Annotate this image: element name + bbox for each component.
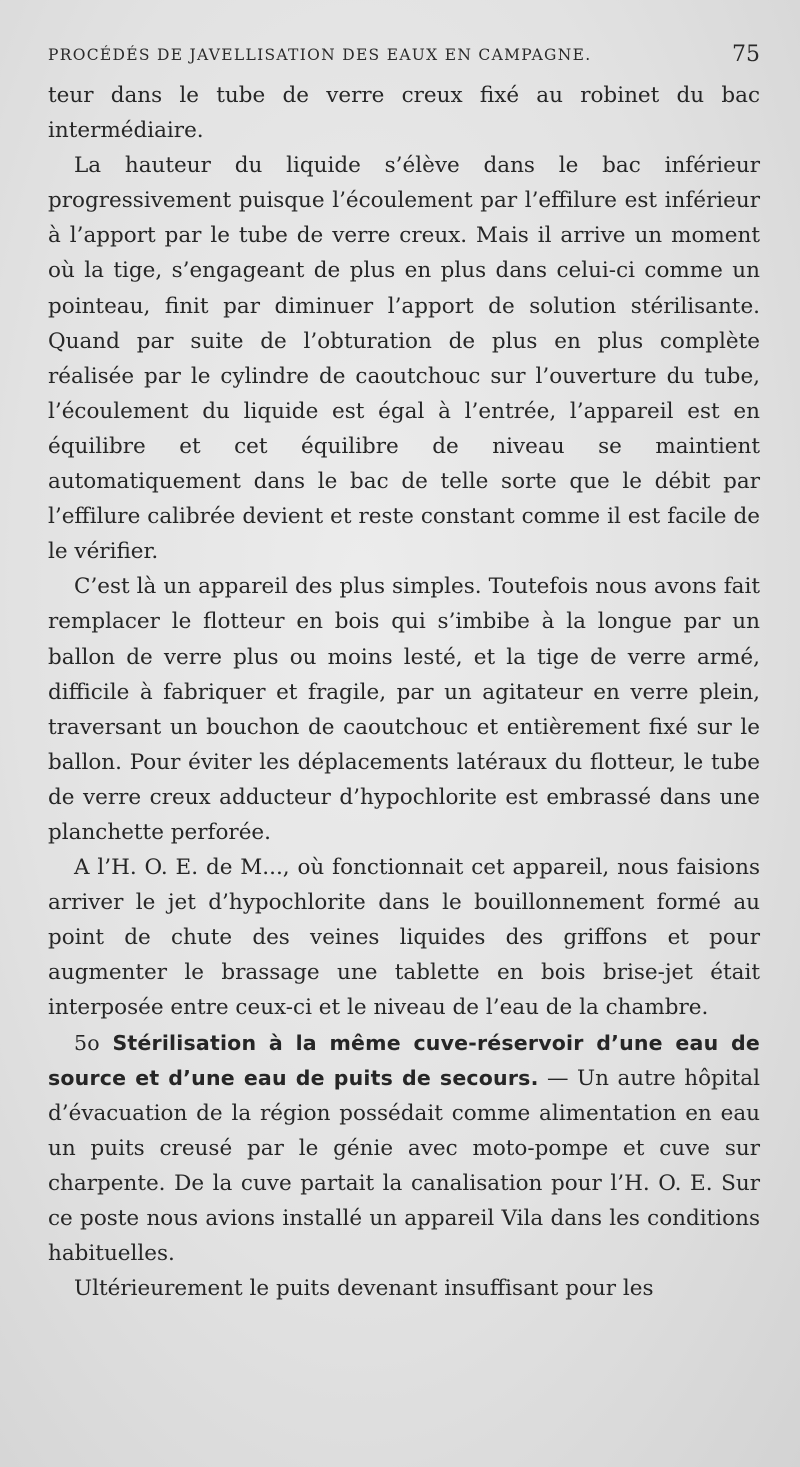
section-title: Stérilisation à la même cuve-réservoir d’une eau de source et d’une eau de puits de secours. bbox=[48, 1030, 760, 1090]
paragraph-continued: teur dans le tube de verre creux fixé au robinet du bac intermédiaire. bbox=[48, 83, 760, 144]
section-paragraph bbox=[48, 1026, 760, 1272]
section-number: 5o bbox=[74, 1030, 100, 1055]
page-number: 75 bbox=[732, 42, 760, 67]
running-title: PROCÉDÉS DE JAVELLISATION DES EAUX EN CAMPAGNE. bbox=[48, 46, 592, 64]
section-text: — Un autre hôpital d’évacuation de la région possédait comme alimentation en eau un puits creusé par le génie avec moto-pompe et cuve sur charpente. De la cuve partait la canalisation pour l’H. O. E. Sur ce poste nous avions installé un appareil Vila dans les conditions habituelles. bbox=[48, 1065, 760, 1267]
paragraph-last: Ultérieurement le puits devenant insuffisant pour les bbox=[74, 1276, 654, 1302]
paragraph-hoe-m: A l’H. O. E. de M..., où fonctionnait cet appareil, nous faisions arriver le jet d’hypochlorite dans le bouillonnement formé au point de chute des veines liquides des griffons et pour augmenter le brassage une tablette en bois brise-jet était interposée entre ceux-ci et le niveau de l’eau de la chambre. bbox=[48, 855, 760, 1021]
body-text bbox=[48, 78, 760, 1306]
page-header bbox=[48, 40, 760, 74]
paragraph-liquid-height: La hauteur du liquide s’élève dans le bac inférieur progressivement puisque l’écoulement par l’effilure est inférieur à l’apport par le tube de verre creux. Mais il arrive un moment où la tige, s’engageant de plus en plus dans celui-ci comme un pointeau, finit par diminuer l’apport de solution stérilisante. Quand par suite de l’obturation de plus en plus complète réalisée par le cylindre de caoutchouc sur l’ouverture du tube, l’écoulement du liquide est égal à l’entrée, l’appareil est en équilibre et cet équilibre de niveau se maintient automatiquement dans le bac de telle sorte que le débit par l’effilure calibrée devient et reste constant comme il est facile de le vérifier. bbox=[48, 153, 760, 565]
paragraph-simple-apparatus: C’est là un appareil des plus simples. Toutefois nous avons fait remplacer le flotteur en bois qui s’imbibe à la longue par un ballon de verre plus ou moins lesté, et la tige de verre armé, difficile à fabriquer et fragile, par un agitateur en verre plein, traversant un bouchon de caoutchouc et entièrement fixé sur le ballon. Pour éviter les déplacements latéraux du flotteur, le tube de verre creux adducteur d’hypochlorite est embrassé dans une planchette perforée. bbox=[48, 574, 760, 845]
